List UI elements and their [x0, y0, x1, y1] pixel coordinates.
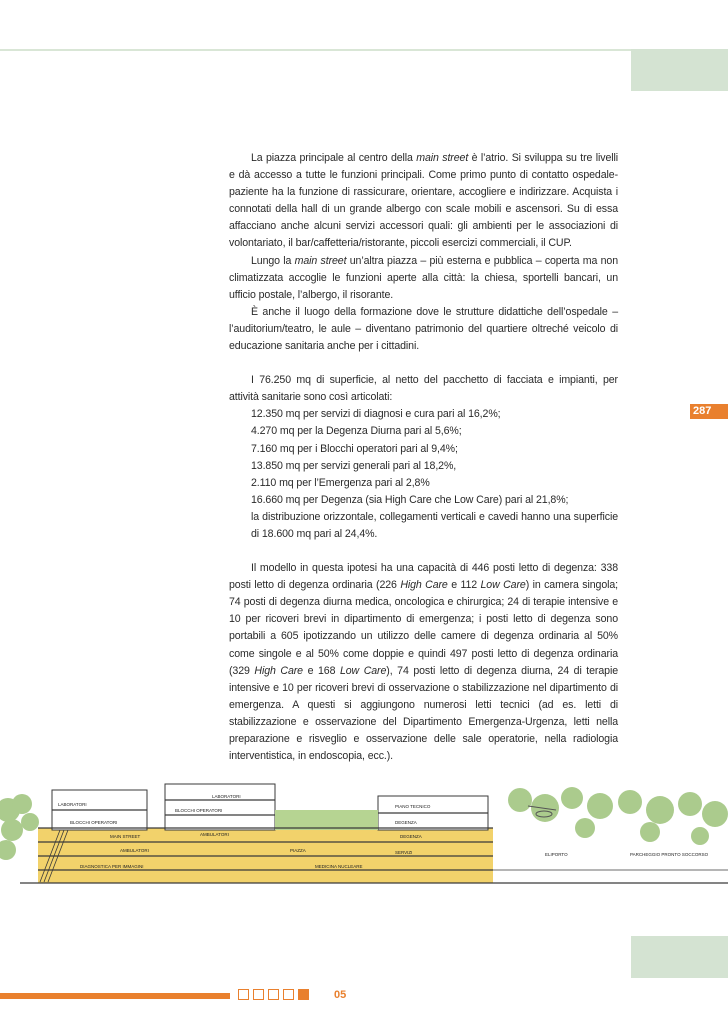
block-mid-upper: [165, 784, 275, 830]
list-item: 13.850 mq per servizi generali pari al 18,2%,: [251, 459, 457, 472]
label-eliporto: ELIPORTO: [545, 852, 568, 857]
label-piazza: PIAZZA: [290, 848, 306, 853]
label-main-street: MAIN STREET: [110, 834, 141, 839]
list-item: 7.160 mq per i Blocchi operatori pari al 9,4%;: [251, 442, 458, 455]
label-degenza-1: DEGENZA: [395, 820, 417, 825]
label-ambulatori-1: AMBULATORI: [200, 832, 229, 837]
label-blocchi-2: BLOCCHI OPERATORI: [175, 808, 223, 813]
building-section-drawing: [0, 770, 728, 890]
list-item: 4.270 mq per la Degenza Diurna pari al 5,6%;: [251, 425, 462, 438]
list-item: 16.660 mq per Degenza (sia High Care che Low Care) pari al 21,8%;: [251, 493, 569, 506]
paragraph-formazione: È anche il luogo della formazione dove le strutture didattiche dell’ospedale – l’auditorium/teatro, le aule – diventano patrimonio del quartiere oltreché veicolo di educazione sanitaria anche per i cittadini.: [229, 305, 618, 353]
green-roof: [275, 810, 378, 830]
corner-block-bottom: [631, 936, 728, 978]
label-servizi: SERVIZI: [395, 850, 413, 855]
label-diagnostica: DIAGNOSTICA PER IMMAGINI: [80, 864, 144, 869]
footer-square-filled: [298, 989, 309, 1000]
label-degenza-2: DEGENZA: [400, 834, 422, 839]
paragraph-superficie: I 76.250 mq di superficie, al netto del pacchetto di facciata e impianti, per attività sanitarie sono così articolati:: [229, 374, 618, 404]
body-text: [229, 150, 618, 765]
chapter-number: 05: [334, 989, 347, 1001]
list-item: 12.350 mq per servizi di diagnosi e cura pari al 16,2%;: [251, 408, 501, 421]
footer-bar: [0, 993, 230, 999]
label-ambulatori-2: AMBULATORI: [120, 848, 149, 853]
footer-squares: [238, 989, 309, 1000]
list-item: la distribuzione orizzontale, collegamenti verticali e cavedi hanno una superficie di 18.600 mq pari al 24,4%.: [251, 510, 618, 540]
paragraph-atrium: La piazza principale al centro della main street è l’atrio. Si sviluppa su tre livelli e dà accesso a tutte le funzioni principali. Come primo punto di contatto ospedale-paziente ha la funzione di rassicurare, orientare, accogliere e indirizzare. Acquista i connotati della hall di un grande albergo con scale mobili e ascensori. Su di essa affacciano anche alcuni servizi accessori quali: gli ambienti per le associazioni di volontariato, il bar/caffetteria/ristorante, piccoli esercizi commerciali, il CUP.: [229, 152, 618, 250]
footer-square: [238, 989, 249, 1000]
label-piano-tecnico: PIANO TECNICO: [395, 804, 431, 809]
label-laboratori-2: LABORATORI: [212, 794, 241, 799]
footer-square: [253, 989, 264, 1000]
paragraph-piazza: Lungo la main street un’altra piazza – più esterna e pubblica – coperta ma non climatizzata accoglie le funzioni aperte alla città: la chiesa, sportelli bancari, un ufficio postale, l’albergo, il risorante.: [229, 254, 618, 301]
label-blocchi-1: BLOCCHI OPERATORI: [70, 820, 118, 825]
label-laboratori-1: LABORATORI: [58, 802, 87, 807]
list-item: 2.110 mq per l’Emergenza pari al 2,8%: [251, 476, 430, 489]
paragraph-posti-letto: Il modello in questa ipotesi ha una capacità di 446 posti letto di degenza: 338 posti letto di degenza ordinaria (226 High Care e 112 Low Care) in camera singola; 74 posti di degenza diurna medica, oncologica e chirurgica; 24 di terapie intensive e 10 per ricoveri brevi in dipartimento di emergenza; i posti letto di degenza sono portabili a 605 ipotizzando un utilizzo delle camere di degenza ordinaria al 50% come singole e al 50% come doppie e quindi 497 posti letto di degenza ordinaria (329 High Care e 168 Low Care), 74 posti letto di degenza diurna, 24 di terapie intensive e 10 per ricoveri brevi di osservazione o stabilizzazione nel dipartimento di emergenza. A questi si aggiungono numerosi letti tecnici (ad es. letti di stabilizzazione e osservazione del Dipartimento Emergenza-Urgenza, letti nella preparazione e risveglio e osservazione delle sale operatorie, nella radiologia interventistica, in endoscopia, ecc.).: [229, 562, 618, 763]
footer-square: [283, 989, 294, 1000]
corner-block-top: [631, 49, 728, 91]
page-number: 287: [690, 404, 728, 419]
trees-left: [0, 794, 39, 860]
trees-right: [508, 787, 728, 845]
footer-square: [268, 989, 279, 1000]
label-parcheggio: PARCHEGGIO PRONTO SOCCORSO: [630, 852, 709, 857]
label-medicina-nucleare: MEDICINA NUCLEARE: [315, 864, 363, 869]
top-rule: [0, 49, 728, 51]
